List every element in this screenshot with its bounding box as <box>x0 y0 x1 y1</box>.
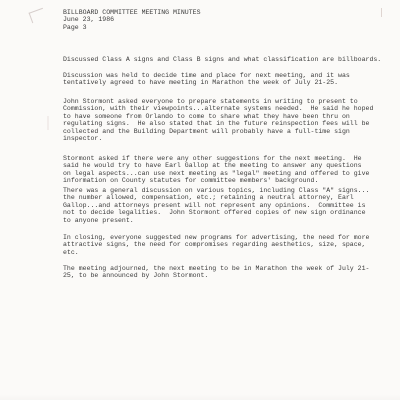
page-shadow <box>0 394 400 400</box>
paragraph-line: There was a general discussion on various topics, including Class "A" signs... <box>63 187 370 194</box>
paragraph-line: to anyone present. <box>63 216 134 224</box>
paragraph-line: not to decide legalities. John Stormont offered copies of new sign ordinance <box>63 209 366 217</box>
paragraph-line: collected and the Building Department will probably have a full-time sign <box>63 127 350 135</box>
paragraph-line: information on County statutes for committee members' background. <box>63 177 319 185</box>
paragraph-line: said he would try to have Earl Gallop at the meeting to answer any questions <box>63 162 362 170</box>
paragraph-line: In closing, everyone suggested new programs for advertising, the need for more <box>63 234 370 241</box>
paragraph-line: the number allowed, compensation, etc.; retaining a neutral attorney, Earl <box>63 194 354 202</box>
header-page: Page 3 <box>63 23 87 31</box>
paragraph-line: John Stormont asked everyone to prepare statements in writing to present to <box>63 98 358 105</box>
paragraph-line: tentatively agreed to have meeting in Marathon the week of July 21-25. <box>63 79 339 87</box>
paragraph-line: Discussion was held to decide time and place for next meeting, and it was <box>63 72 350 79</box>
crop-mark <box>377 8 382 17</box>
paragraph-adjournment <box>63 265 369 280</box>
paragraph-suggestions <box>63 155 369 185</box>
paragraph-general-discussion <box>63 187 369 224</box>
paragraph-line: on legal aspects...can use next meeting as "legal" meeting and offered to give <box>63 169 370 177</box>
paragraph-class-signs <box>63 56 381 63</box>
paragraph-closing <box>63 234 369 256</box>
paragraph-line: The meeting adjourned, the next meeting to be in Marathon the week of July 21- <box>63 265 370 272</box>
paragraph-line: attractive signs, the need for compromises regarding aesthetics, size, space, <box>63 241 366 249</box>
header-date: June 23, 1986 <box>63 16 115 24</box>
paragraph-line: Gallop...and attorneys present will not represent any opinions. Committee is <box>63 201 366 209</box>
paragraph-line: 25, to be announced by John Stormont. <box>63 272 209 280</box>
paragraph-line: Stormont asked if there were any other suggestions for the next meeting. He <box>63 155 362 162</box>
header-title: BILLBOARD COMMITTEE MEETING MINUTES <box>63 9 201 16</box>
paragraph-line: Discussed Class A signs and Class B signs and what classification are billboards. <box>63 56 382 63</box>
paragraph-next-meeting-discussion <box>63 72 350 87</box>
corner-mark <box>29 8 47 23</box>
scan-blot <box>47 116 49 130</box>
paragraph-line: etc. <box>63 248 79 256</box>
paragraph-stormont-statements <box>63 98 373 143</box>
paragraph-line: Commission, with their viewpoints...alternate systems needed. He said he hoped <box>63 105 374 113</box>
paragraph-line: to have someone from Orlando to come to share what they have been thru on <box>63 112 350 120</box>
paragraph-line: regulating signs. He also stated that in the future reinspection fees will be <box>63 120 370 128</box>
paragraph-line: inspector. <box>63 135 103 143</box>
document-header <box>63 9 283 31</box>
